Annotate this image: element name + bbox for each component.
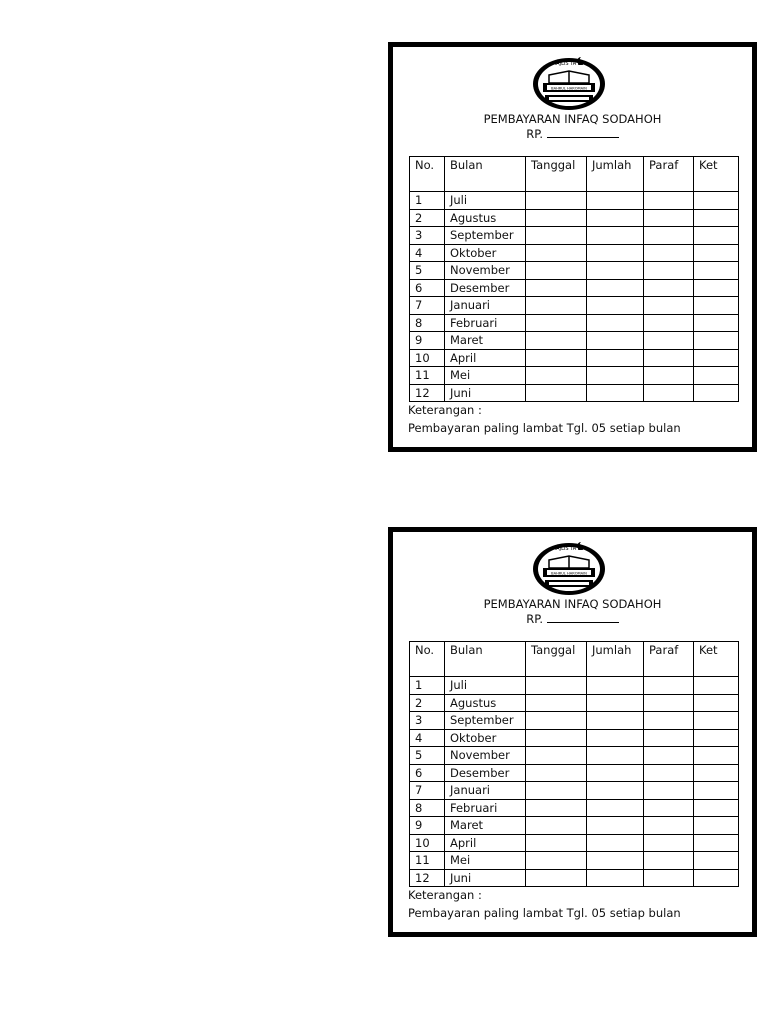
table-row <box>410 384 739 402</box>
cell-no: 9 <box>410 332 445 350</box>
cell-paraf <box>644 297 694 315</box>
cell-ket <box>694 799 739 817</box>
cell-tanggal <box>526 869 587 887</box>
header-no: No. <box>410 642 445 677</box>
cell-no: 3 <box>410 712 445 730</box>
cell-tanggal <box>526 834 587 852</box>
cell-bulan: September <box>445 227 526 245</box>
infaq-card-1 <box>388 42 757 452</box>
cell-jumlah <box>587 677 644 695</box>
cell-tanggal <box>526 349 587 367</box>
cell-tanggal <box>526 764 587 782</box>
cell-no: 2 <box>410 694 445 712</box>
cell-ket <box>694 834 739 852</box>
cell-bulan: Mei <box>445 367 526 385</box>
table-row <box>410 209 739 227</box>
amount-blank-line <box>547 612 619 623</box>
cell-jumlah <box>587 764 644 782</box>
cell-tanggal <box>526 262 587 280</box>
rp-label: RP. <box>526 612 544 626</box>
cell-ket <box>694 262 739 280</box>
cell-jumlah <box>587 227 644 245</box>
cell-no: 10 <box>410 834 445 852</box>
cell-no: 10 <box>410 349 445 367</box>
cell-paraf <box>644 747 694 765</box>
cell-paraf <box>644 764 694 782</box>
cell-paraf <box>644 367 694 385</box>
school-crest-icon <box>529 53 609 111</box>
cell-no: 5 <box>410 262 445 280</box>
cell-tanggal <box>526 712 587 730</box>
cell-jumlah <box>587 747 644 765</box>
table-row <box>410 279 739 297</box>
cell-jumlah <box>587 314 644 332</box>
cell-ket <box>694 192 739 210</box>
cell-tanggal <box>526 729 587 747</box>
cell-jumlah <box>587 817 644 835</box>
cell-no: 7 <box>410 297 445 315</box>
cell-jumlah <box>587 712 644 730</box>
table-row <box>410 314 739 332</box>
cell-no: 2 <box>410 209 445 227</box>
table-row <box>410 694 739 712</box>
cell-jumlah <box>587 384 644 402</box>
cell-paraf <box>644 244 694 262</box>
table-row <box>410 712 739 730</box>
header-bulan: Bulan <box>445 642 526 677</box>
cell-no: 4 <box>410 729 445 747</box>
cell-tanggal <box>526 799 587 817</box>
table-row <box>410 869 739 887</box>
cell-jumlah <box>587 834 644 852</box>
header-tanggal: Tanggal <box>526 642 587 677</box>
cell-no: 12 <box>410 869 445 887</box>
cell-bulan: Mei <box>445 852 526 870</box>
header-tanggal: Tanggal <box>526 157 587 192</box>
cell-paraf <box>644 852 694 870</box>
cell-ket <box>694 297 739 315</box>
cell-paraf <box>644 869 694 887</box>
cell-tanggal <box>526 782 587 800</box>
table-row <box>410 817 739 835</box>
cell-bulan: Agustus <box>445 209 526 227</box>
infaq-card-2 <box>388 527 757 937</box>
table-row <box>410 262 739 280</box>
cell-ket <box>694 747 739 765</box>
cell-ket <box>694 349 739 367</box>
cell-paraf <box>644 782 694 800</box>
cell-ket <box>694 782 739 800</box>
table-row <box>410 367 739 385</box>
cell-no: 8 <box>410 314 445 332</box>
cell-bulan: Januari <box>445 297 526 315</box>
cell-ket <box>694 244 739 262</box>
cell-bulan: Juni <box>445 384 526 402</box>
cell-ket <box>694 384 739 402</box>
cell-jumlah <box>587 279 644 297</box>
cell-no: 9 <box>410 817 445 835</box>
cell-ket <box>694 367 739 385</box>
cell-no: 1 <box>410 677 445 695</box>
cell-tanggal <box>526 192 587 210</box>
cell-jumlah <box>587 192 644 210</box>
cell-paraf <box>644 279 694 297</box>
cell-jumlah <box>587 694 644 712</box>
cell-ket <box>694 852 739 870</box>
cell-bulan: Oktober <box>445 244 526 262</box>
cell-paraf <box>644 314 694 332</box>
amount-blank-line <box>547 127 619 138</box>
cell-no: 8 <box>410 799 445 817</box>
cell-tanggal <box>526 817 587 835</box>
cell-bulan: Juni <box>445 869 526 887</box>
cell-paraf <box>644 227 694 245</box>
cell-paraf <box>644 799 694 817</box>
svg-text:MAJLIS TA'LIM: MAJLIS TA'LIM <box>551 61 587 67</box>
table-row <box>410 297 739 315</box>
cell-paraf <box>644 817 694 835</box>
cell-paraf <box>644 262 694 280</box>
cell-ket <box>694 869 739 887</box>
table-row <box>410 349 739 367</box>
table-row <box>410 799 739 817</box>
cell-bulan: Maret <box>445 332 526 350</box>
header-paraf: Paraf <box>644 157 694 192</box>
cell-no: 7 <box>410 782 445 800</box>
amount-field <box>393 612 752 626</box>
cell-bulan: September <box>445 712 526 730</box>
note-label: Keterangan : <box>408 403 482 417</box>
cell-paraf <box>644 192 694 210</box>
cell-bulan: Oktober <box>445 729 526 747</box>
cell-tanggal <box>526 852 587 870</box>
cell-tanggal <box>526 677 587 695</box>
cell-ket <box>694 332 739 350</box>
cell-jumlah <box>587 782 644 800</box>
cell-ket <box>694 764 739 782</box>
card-title: PEMBAYARAN INFAQ SODAHOH <box>483 597 662 611</box>
cell-tanggal <box>526 279 587 297</box>
cell-paraf <box>644 729 694 747</box>
note-label: Keterangan : <box>408 888 482 902</box>
cell-no: 12 <box>410 384 445 402</box>
cell-tanggal <box>526 367 587 385</box>
cell-ket <box>694 729 739 747</box>
table-row <box>410 192 739 210</box>
cell-jumlah <box>587 852 644 870</box>
table-row <box>410 834 739 852</box>
table-row <box>410 764 739 782</box>
cell-ket <box>694 694 739 712</box>
note-text: Pembayaran paling lambat Tgl. 05 setiap bulan <box>408 421 681 435</box>
cell-paraf <box>644 712 694 730</box>
svg-text:BAHRUL HAROMAIN: BAHRUL HAROMAIN <box>551 86 587 91</box>
cell-bulan: Januari <box>445 782 526 800</box>
cell-jumlah <box>587 297 644 315</box>
cell-jumlah <box>587 367 644 385</box>
table-row <box>410 677 739 695</box>
cell-tanggal <box>526 244 587 262</box>
card-title: PEMBAYARAN INFAQ SODAHOH <box>483 112 662 126</box>
cell-bulan: November <box>445 747 526 765</box>
table-header-row <box>410 157 739 192</box>
cell-paraf <box>644 209 694 227</box>
cell-bulan: Desember <box>445 279 526 297</box>
table-row <box>410 227 739 245</box>
cell-ket <box>694 227 739 245</box>
cell-no: 4 <box>410 244 445 262</box>
cell-bulan: November <box>445 262 526 280</box>
cell-bulan: Maret <box>445 817 526 835</box>
table-row <box>410 729 739 747</box>
header-jumlah: Jumlah <box>587 642 644 677</box>
cell-tanggal <box>526 694 587 712</box>
header-jumlah: Jumlah <box>587 157 644 192</box>
cell-tanggal <box>526 209 587 227</box>
cell-jumlah <box>587 869 644 887</box>
cell-no: 11 <box>410 367 445 385</box>
cell-tanggal <box>526 332 587 350</box>
cell-ket <box>694 209 739 227</box>
table-row <box>410 747 739 765</box>
table-row <box>410 332 739 350</box>
cell-tanggal <box>526 384 587 402</box>
cell-paraf <box>644 332 694 350</box>
cell-jumlah <box>587 332 644 350</box>
cell-ket <box>694 712 739 730</box>
cell-no: 6 <box>410 764 445 782</box>
cell-jumlah <box>587 262 644 280</box>
cell-ket <box>694 279 739 297</box>
cell-bulan: Desember <box>445 764 526 782</box>
header-no: No. <box>410 157 445 192</box>
cell-jumlah <box>587 349 644 367</box>
school-crest-icon <box>529 538 609 596</box>
cell-paraf <box>644 349 694 367</box>
cell-tanggal <box>526 227 587 245</box>
table-row <box>410 782 739 800</box>
table-row <box>410 244 739 262</box>
cell-paraf <box>644 694 694 712</box>
cell-paraf <box>644 384 694 402</box>
cell-bulan: April <box>445 349 526 367</box>
cell-tanggal <box>526 314 587 332</box>
header-paraf: Paraf <box>644 642 694 677</box>
header-bulan: Bulan <box>445 157 526 192</box>
cell-ket <box>694 314 739 332</box>
cell-bulan: Juli <box>445 192 526 210</box>
cell-no: 11 <box>410 852 445 870</box>
table-header-row <box>410 642 739 677</box>
payment-table <box>409 641 739 887</box>
cell-bulan: Agustus <box>445 694 526 712</box>
cell-bulan: Juli <box>445 677 526 695</box>
cell-paraf <box>644 834 694 852</box>
payment-table <box>409 156 739 402</box>
cell-jumlah <box>587 729 644 747</box>
cell-jumlah <box>587 799 644 817</box>
cell-bulan: Februari <box>445 799 526 817</box>
cell-no: 3 <box>410 227 445 245</box>
rp-label: RP. <box>526 127 544 141</box>
cell-tanggal <box>526 747 587 765</box>
cell-jumlah <box>587 244 644 262</box>
amount-field <box>393 127 752 141</box>
cell-tanggal <box>526 297 587 315</box>
svg-text:BAHRUL HAROMAIN: BAHRUL HAROMAIN <box>551 571 587 576</box>
cell-ket <box>694 817 739 835</box>
cell-bulan: April <box>445 834 526 852</box>
cell-no: 6 <box>410 279 445 297</box>
cell-no: 5 <box>410 747 445 765</box>
svg-text:MAJLIS TA'LIM: MAJLIS TA'LIM <box>551 546 587 552</box>
cell-bulan: Februari <box>445 314 526 332</box>
header-ket: Ket <box>694 642 739 677</box>
header-ket: Ket <box>694 157 739 192</box>
table-row <box>410 852 739 870</box>
note-text: Pembayaran paling lambat Tgl. 05 setiap bulan <box>408 906 681 920</box>
cell-jumlah <box>587 209 644 227</box>
cell-paraf <box>644 677 694 695</box>
cell-no: 1 <box>410 192 445 210</box>
cell-ket <box>694 677 739 695</box>
